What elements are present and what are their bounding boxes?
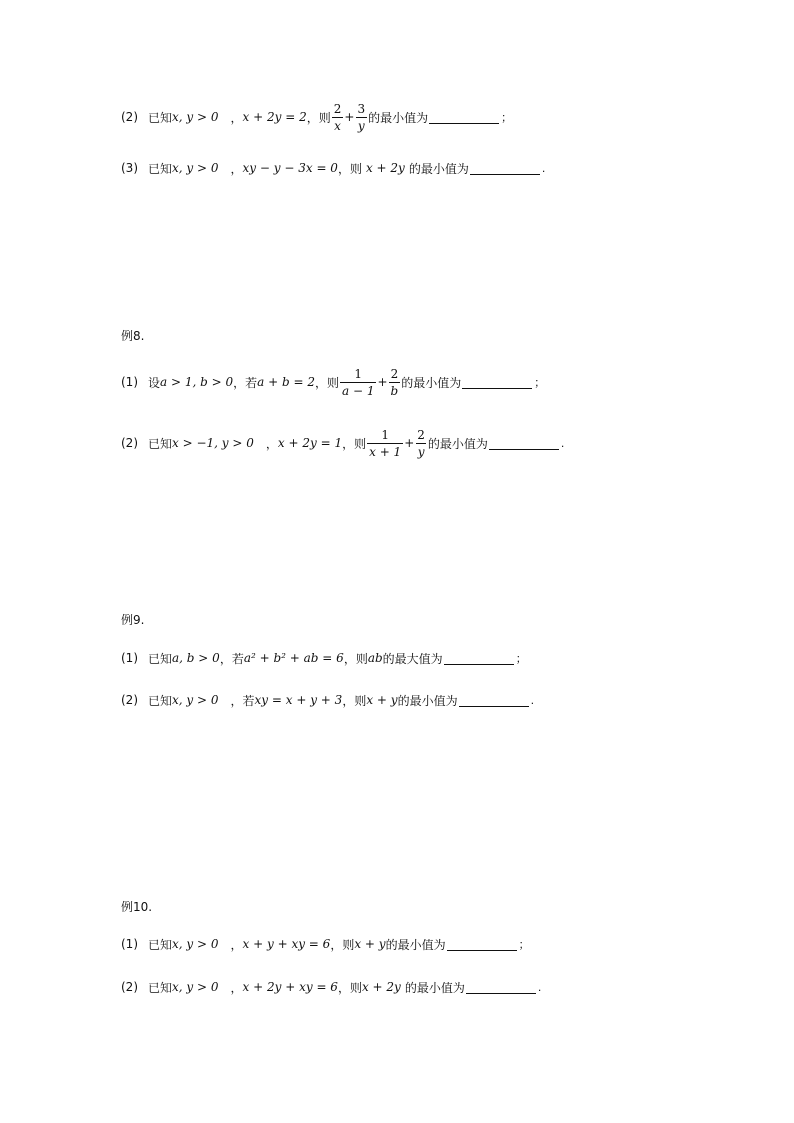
answer-blank [447,937,517,951]
separator: ，则 [342,693,367,708]
problem-9-1: (1) 已知 a, b > 0 ，若 a² + b² + ab = 6 ，则 ab 的最大值为 ； [121,651,527,666]
separator: ，则 [343,651,368,666]
text: 已知 [148,937,173,952]
text: 已知 [148,693,173,708]
separator: ，则 [330,937,355,952]
separator: ，则 [342,436,367,451]
condition-1: a, b > 0 [172,651,220,665]
expression: x + 2y [365,161,405,175]
answer-blank [459,693,529,707]
fraction: $\frac{1}{a - 1}$ [342,366,375,398]
separator: ，则 [306,110,331,125]
answer-blank [489,436,559,450]
expression: x + 2y [361,980,401,994]
text: 的最小值为 [408,161,469,176]
condition-1: x, y > 0 [172,980,219,994]
answer-blank [466,980,536,994]
separator: ，则 [314,375,339,390]
condition-2: a² + b² + ab = 6 [243,651,344,665]
text: 的最小值为 [404,980,465,995]
item-number: (1) [121,651,138,665]
condition-2: x + 2y = 2 [242,110,307,124]
text: 的最小值为 [401,375,462,390]
expression: x + y [366,693,398,707]
condition-2: xy − y − 3x = 0 [242,161,338,175]
condition-2: a + b = 2 [257,375,315,389]
item-number: (2) [121,436,138,450]
condition-1: x, y > 0 [172,693,219,707]
text: 已知 [148,651,173,666]
fraction: $\frac{2}{y}$ [417,427,425,459]
expression: ab [367,651,383,665]
text: 设 [148,375,161,390]
problem-8-2: (2) 已知 x > −1, y > 0 ， x + 2y = 1 ，则 $\frac{1}{x + 1}$ + $\frac{2}{y}$ 的最小值为 . [121,427,565,459]
condition-2: xy = x + y + 3 [254,693,343,707]
answer-blank [470,161,540,175]
problem-7-3: (3) 已知 x, y > 0 ， xy − y − 3x = 0 ，则 x + 2y 的最小值为 . [121,161,546,176]
example-9-title: 例9. [121,613,145,627]
separator: ，若 [219,651,244,666]
condition-2: x + 2y + xy = 6 [242,980,338,994]
item-number: (3) [121,161,138,175]
text: 已知 [148,161,173,176]
expression: x + y [354,937,386,951]
separator: ， [230,937,243,952]
problem-10-2: (2) 已知 x, y > 0 ， x + 2y + xy = 6 ，则 x + 2y 的最小值为 . [121,980,542,995]
example-10-title: 例10. [121,900,153,914]
item-number: (2) [121,980,138,994]
text: 的最小值为 [385,937,446,952]
answer-blank [429,110,499,124]
problem-8-1: (1) 设 a > 1, b > 0 ，若 a + b = 2 ，则 $\frac{1}{a - 1}$ + $\frac{2}{b}$ 的最小值为 ； [121,366,546,398]
condition-2: x + y + xy = 6 [242,937,331,951]
separator: ，则 [337,980,362,995]
separator: ， [230,161,243,176]
fraction: $\frac{2}{x}$ [333,101,342,133]
fraction: $\frac{2}{b}$ [390,366,399,398]
condition-1: x > −1, y > 0 [172,436,254,450]
condition-1: x, y > 0 [172,161,219,175]
condition-1: a > 1, b > 0 [160,375,234,389]
separator: ， [265,436,278,451]
text: 的最小值为 [368,110,429,125]
fraction: $\frac{3}{y}$ [357,101,366,133]
separator: ， [230,110,243,125]
item-number: (2) [121,693,138,707]
condition-1: x, y > 0 [172,937,219,951]
text: 的最大值为 [382,651,443,666]
example-8-title: 例8. [121,329,145,343]
fraction: $\frac{1}{x + 1}$ [369,427,402,459]
item-number: (2) [121,110,138,124]
answer-blank [444,651,514,665]
separator: ，若 [230,693,255,708]
problem-9-2: (2) 已知 x, y > 0 ，若 xy = x + y + 3 ，则 x + y 的最小值为 . [121,693,535,708]
separator: ， [230,980,243,995]
text: 已知 [148,110,173,125]
separator: ，若 [233,375,258,390]
text: 的最小值为 [397,693,458,708]
problem-10-1: (1) 已知 x, y > 0 ， x + y + xy = 6 ，则 x + y 的最小值为 ； [121,937,530,952]
item-number: (1) [121,375,138,389]
condition-1: x, y > 0 [172,110,219,124]
item-number: (1) [121,937,138,951]
answer-blank [462,375,532,389]
text: 的最小值为 [427,436,488,451]
problem-7-2: (2) 已知 x, y > 0 ， x + 2y = 2 ，则 $\frac{2}{x}$ + $\frac{3}{y}$ 的最小值为 ； [121,101,513,133]
text: 已知 [148,980,173,995]
condition-2: x + 2y = 1 [277,436,343,450]
text: 已知 [148,436,173,451]
separator: ，则 [337,161,362,176]
